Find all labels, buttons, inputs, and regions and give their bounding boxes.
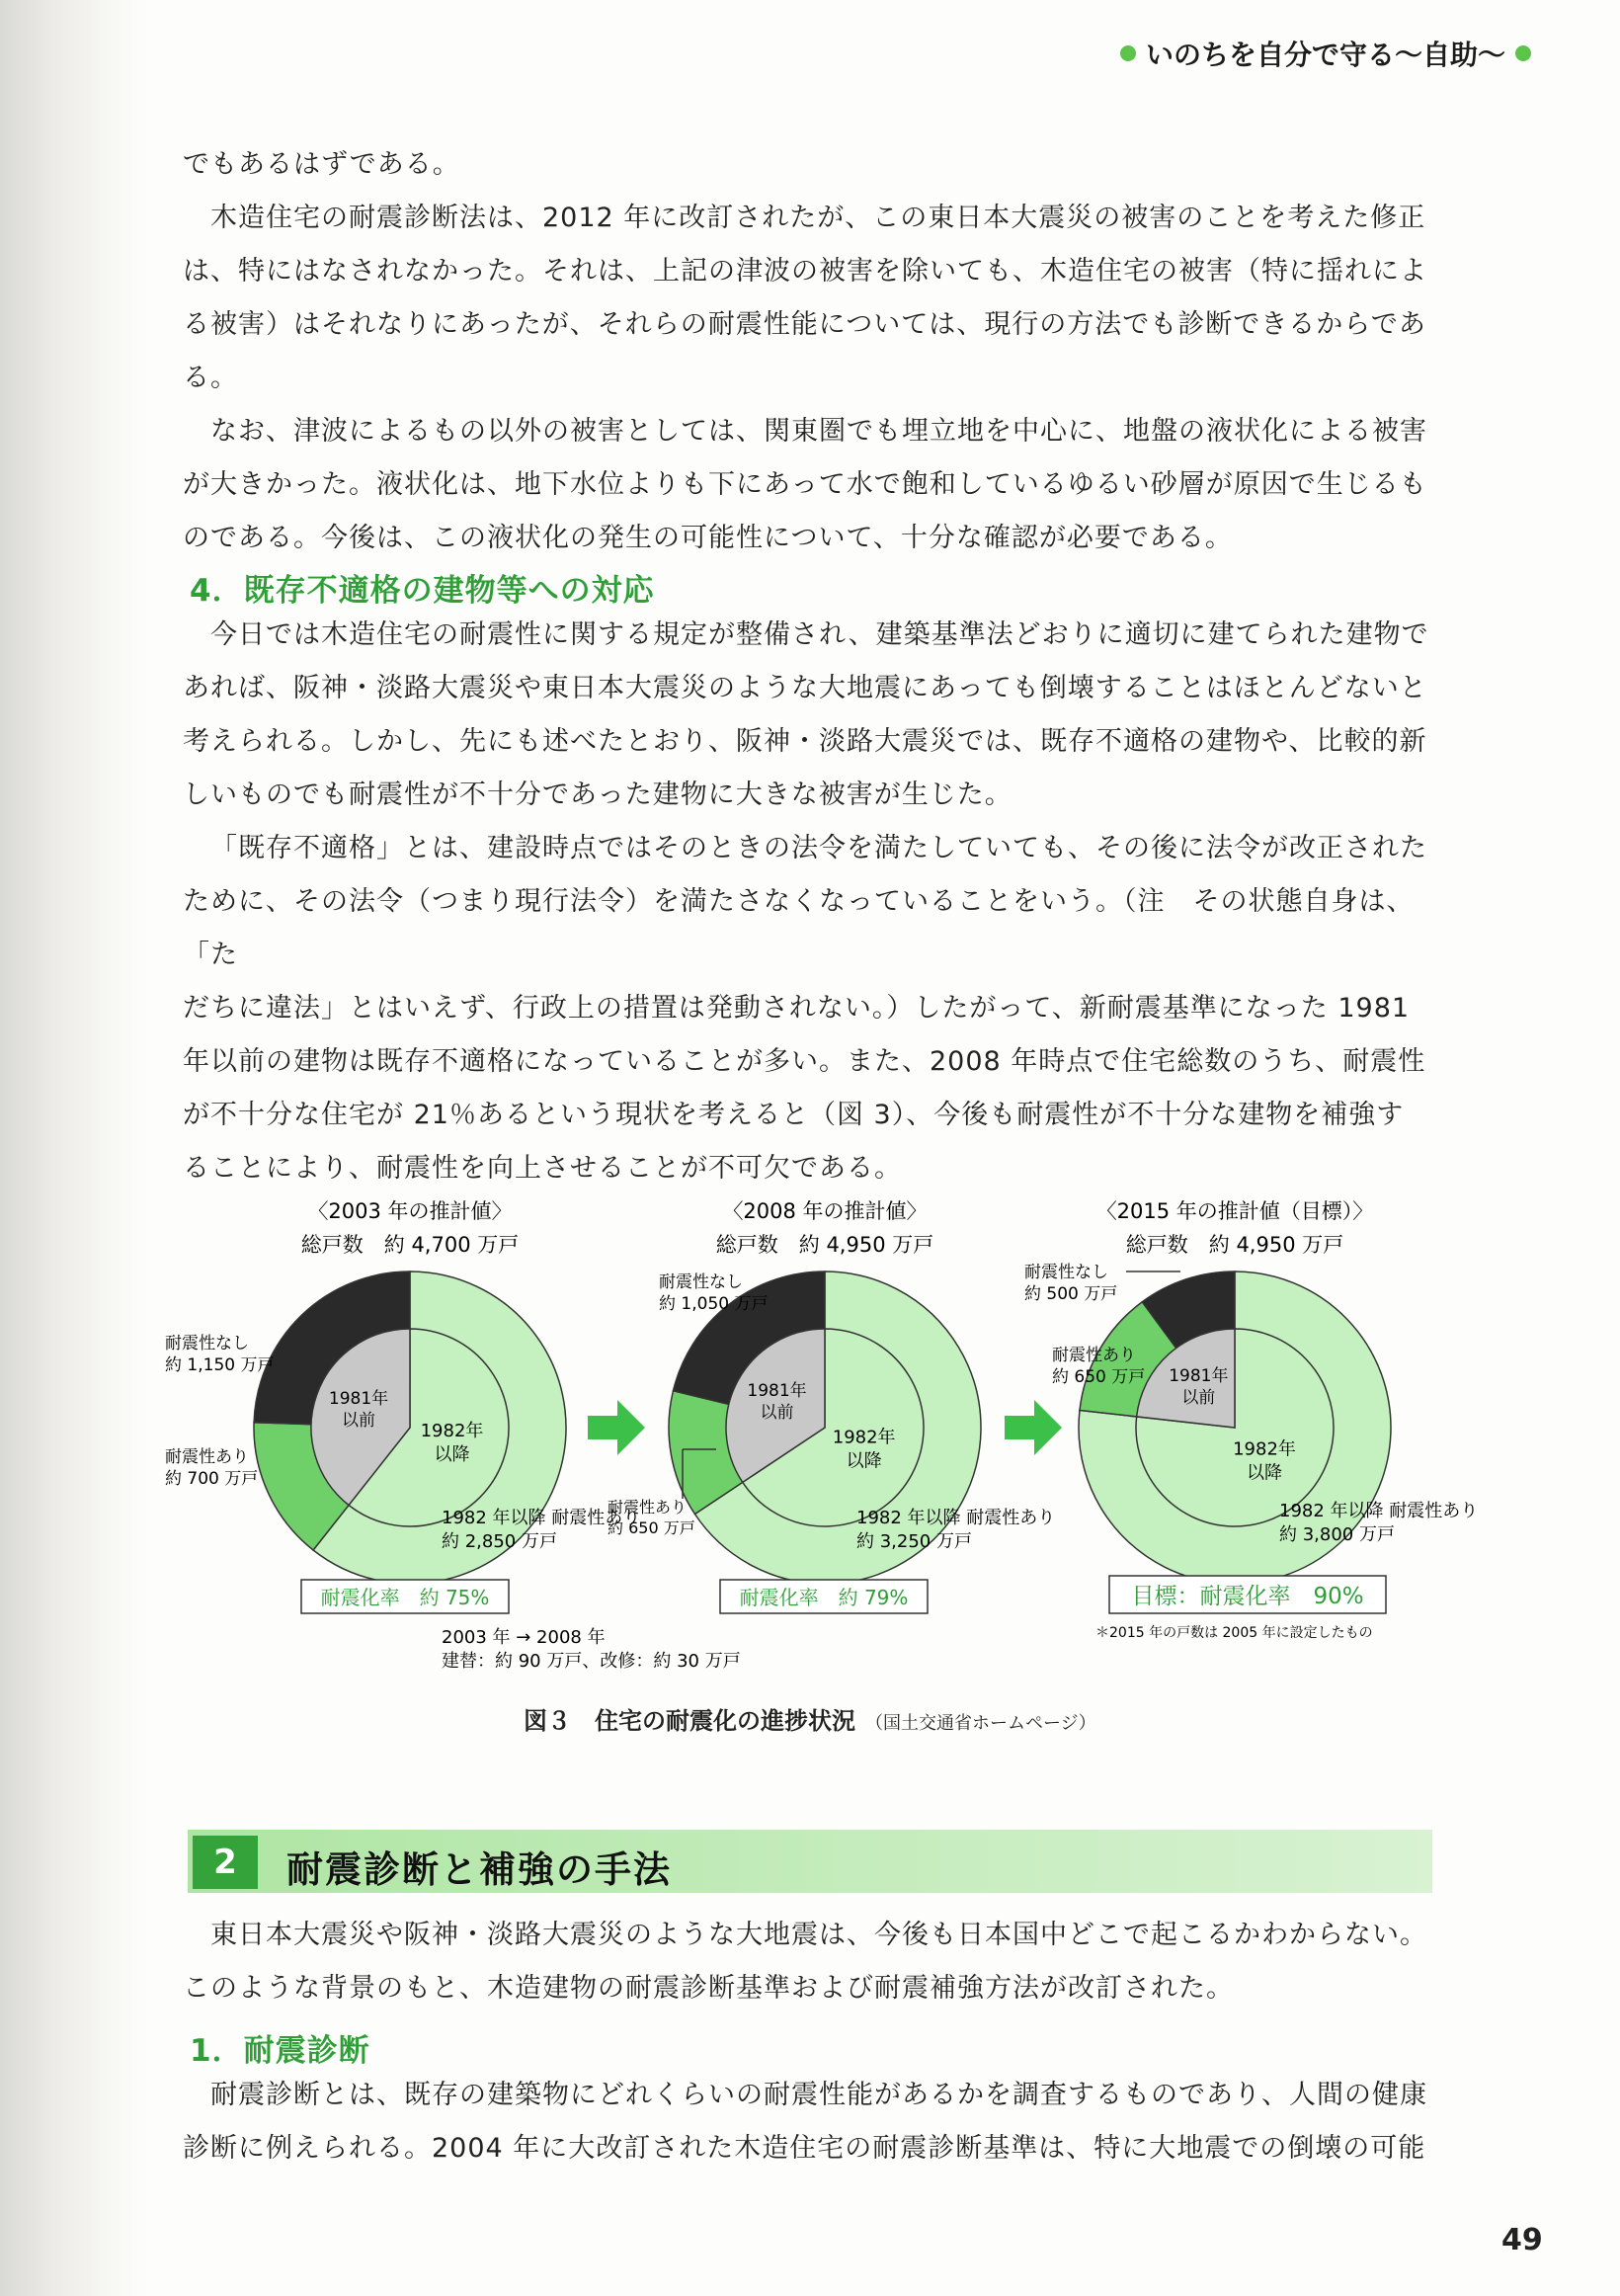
inner-label-1982-after: 1982年 bbox=[1233, 1438, 1296, 1460]
label-no-seismic-name: 耐震性なし bbox=[659, 1272, 743, 1292]
body-text-section-4 bbox=[183, 609, 1442, 1195]
text-line: 「既存不適格」とは、建設時点ではそのときの法令を満たしていても、その後に法令が改正された bbox=[210, 833, 1427, 863]
running-header-title: いのちを自分で守る〜自助〜 bbox=[1145, 39, 1505, 71]
label-1982-after-value: 約 3,800 万戸 bbox=[1279, 1524, 1395, 1545]
text-line: 年以前の建物は既存不適格になっていることが多い。また、2008 年時点で住宅総数のうち、耐震性 bbox=[183, 1046, 1426, 1077]
bullet-dot-icon bbox=[1515, 45, 1531, 61]
running-header bbox=[1120, 34, 1531, 73]
inner-label-1981-before: 以前 bbox=[1181, 1388, 1216, 1409]
label-seismic-yes-name: 耐震性あり bbox=[1052, 1346, 1136, 1365]
text-line: 今日では木造住宅の耐震性に関する規定が整備され、建築基準法どおりに適切に建てられた建物で bbox=[210, 619, 1429, 650]
text-line: なお、津波によるもの以外の被害としては、関東圏でも埋立地を中心に、地盤の液状化による被害 bbox=[210, 416, 1427, 447]
inner-label-1982-after: 1982年 bbox=[420, 1420, 484, 1441]
text-line: が大きかった。液状化は、地下水位よりも下にあって水で飽和しているゆるい砂層が原因で生じるも bbox=[183, 469, 1427, 500]
figure-caption-source: （国土交通省ホームページ） bbox=[865, 1713, 1096, 1734]
inner-label-1981-before: 以前 bbox=[342, 1410, 376, 1431]
label-no-seismic-name: 耐震性なし bbox=[1024, 1263, 1108, 1282]
body-text-section-2 bbox=[183, 1909, 1442, 2015]
inner-label-1981-before: 1981年 bbox=[328, 1388, 389, 1409]
label-1982-after-value: 約 3,250 万戸 bbox=[856, 1531, 972, 1552]
text-line: 耐震診断とは、既存の建築物にどれくらいの耐震性能があるかを調査するものであり、人間の健康 bbox=[210, 2080, 1427, 2110]
chart-title: 〈2003 年の推計値〉 bbox=[307, 1199, 513, 1223]
arrow-right-icon bbox=[1005, 1400, 1062, 1455]
page-binding-shadow bbox=[0, 0, 148, 2296]
text-line: このような背景のもと、木造建物の耐震診断基準および耐震補強方法が改訂された。 bbox=[183, 1973, 1234, 2004]
inner-label-1981-before: 1981年 bbox=[1169, 1366, 1229, 1387]
chart-title: 〈2015 年の推計値（目標）〉 bbox=[1095, 1199, 1374, 1223]
note-years: 2003 年 → 2008 年 bbox=[442, 1627, 606, 1648]
rate-text: 耐震化率 約 79% bbox=[739, 1586, 909, 1609]
text-line: ることにより、耐震性を向上させることが不可欠である。 bbox=[183, 1153, 902, 1184]
label-1982-after-name: 1982 年以降 耐震性あり bbox=[1279, 1501, 1479, 1521]
section-number: 2 bbox=[193, 1836, 258, 1889]
body-text-top bbox=[183, 138, 1442, 565]
label-seismic-yes bbox=[165, 1447, 258, 1489]
inner-label-1981-before: 以前 bbox=[760, 1403, 794, 1424]
label-seismic-yes-name: 耐震性あり bbox=[608, 1498, 688, 1517]
text-line: は、特にはなされなかった。それは、上記の津波の被害を除いても、木造住宅の被害（特に揺れによ bbox=[183, 256, 1427, 287]
label-seismic-yes-value: 約 650 万戸 bbox=[1052, 1367, 1146, 1387]
label-no-seismic-name: 耐震性なし bbox=[165, 1334, 249, 1353]
label-1982-after-value: 約 2,850 万戸 bbox=[442, 1531, 557, 1552]
label-1982-after-name: 1982 年以降 耐震性あり bbox=[856, 1508, 1056, 1528]
text-line: だちに違法」とはいえず、行政上の措置は発動されない。）したがって、新耐震基準になった 1981 bbox=[183, 993, 1411, 1024]
arrow-right-icon bbox=[588, 1400, 645, 1455]
text-line: 診断に例えられる。2004 年に大改訂された木造住宅の耐震診断基準は、特に大地震での倒壊の可能 bbox=[183, 2133, 1426, 2164]
text-line: る被害）はそれなりにあったが、それらの耐震性能については、現行の方法でも診断できるからである。 bbox=[183, 309, 1426, 393]
text-line: 東日本大震災や阪神・淡路大震災のような大地震は、今後も日本国中どこで起こるかわからない。 bbox=[210, 1920, 1427, 1950]
label-1982-after-name: 1982 年以降 耐震性あり bbox=[442, 1508, 641, 1528]
bullet-dot-icon bbox=[1120, 45, 1136, 61]
note-changes: 建替：約 90 万戸、改修：約 30 万戸 bbox=[442, 1651, 741, 1672]
label-no-seismic bbox=[1024, 1263, 1117, 1304]
text-line: のである。今後は、この液状化の発生の可能性について、十分な確認が必要である。 bbox=[183, 523, 1233, 553]
text-line: あれば、阪神・淡路大震災や東日本大震災のような大地震にあっても倒壊することはほとんどないと bbox=[183, 673, 1427, 703]
footnote: ＊2015 年の戸数は 2005 年に設定したもの bbox=[1095, 1625, 1373, 1641]
text-line: が不十分な住宅が 21％あるという現状を考えると（図 3）、今後も耐震性が不十分な建物を補強す bbox=[183, 1100, 1405, 1130]
chart-total: 総戸数 約 4,950 万戸 bbox=[1125, 1233, 1344, 1257]
body-text-section-2-1 bbox=[183, 2069, 1442, 2175]
inner-label-1982-after: 1982年 bbox=[832, 1427, 896, 1448]
inner-label-1982-after: 以降 bbox=[846, 1450, 882, 1472]
chart-title: 〈2008 年の推計値〉 bbox=[722, 1199, 928, 1223]
inner-label-1982-after: 以降 bbox=[1247, 1462, 1283, 1484]
text-line: しいものでも耐震性が不十分であった建物に大きな被害が生じた。 bbox=[183, 779, 1012, 810]
page-number: 49 bbox=[1501, 2223, 1543, 2257]
subsection-heading-1: 1．耐震診断 bbox=[190, 2033, 370, 2069]
rate-text: 耐震化率 約 75% bbox=[320, 1586, 490, 1609]
inner-label-1981-before: 1981年 bbox=[747, 1381, 807, 1402]
rate-text: 目標：耐震化率 90% bbox=[1131, 1584, 1364, 1609]
label-no-seismic-value: 約 1,150 万戸 bbox=[165, 1355, 275, 1375]
label-no-seismic-value: 約 1,050 万戸 bbox=[659, 1294, 769, 1314]
donut-charts-svg bbox=[165, 1190, 1479, 1684]
figure-caption-title: 図３ 住宅の耐震化の進捗状況 bbox=[524, 1707, 855, 1735]
text-line: ために、その法令（つまり現行法令）を満たさなくなっていることをいう。（注 その状態自身は、「た bbox=[183, 886, 1415, 970]
label-seismic-yes-value: 約 700 万戸 bbox=[165, 1469, 259, 1489]
label-no-seismic-value: 約 500 万戸 bbox=[1024, 1284, 1118, 1304]
text-line: 木造住宅の耐震診断法は、2012 年に改訂されたが、この東日本大震災の被害のことを考えた修正 bbox=[210, 203, 1426, 233]
label-seismic-yes-name: 耐震性あり bbox=[165, 1447, 249, 1467]
figure-caption bbox=[524, 1701, 1096, 1736]
inner-label-1982-after: 以降 bbox=[434, 1443, 470, 1465]
section-title: 耐震診断と補強の手法 bbox=[286, 1848, 672, 1891]
text-line: 考えられる。しかし、先にも述べたとおり、阪神・淡路大震災では、既存不適格の建物や、比較的新 bbox=[183, 726, 1427, 757]
figure-3 bbox=[165, 1190, 1479, 1773]
text-line: でもあるはずである。 bbox=[183, 149, 460, 180]
subsection-heading-4: 4．既存不適格の建物等への対応 bbox=[190, 573, 655, 609]
chart-total: 総戸数 約 4,700 万戸 bbox=[300, 1233, 520, 1257]
chart-total: 総戸数 約 4,950 万戸 bbox=[715, 1233, 934, 1257]
label-no-seismic bbox=[165, 1334, 274, 1375]
label-seismic-yes-value: 約 650 万戸 bbox=[608, 1518, 695, 1537]
